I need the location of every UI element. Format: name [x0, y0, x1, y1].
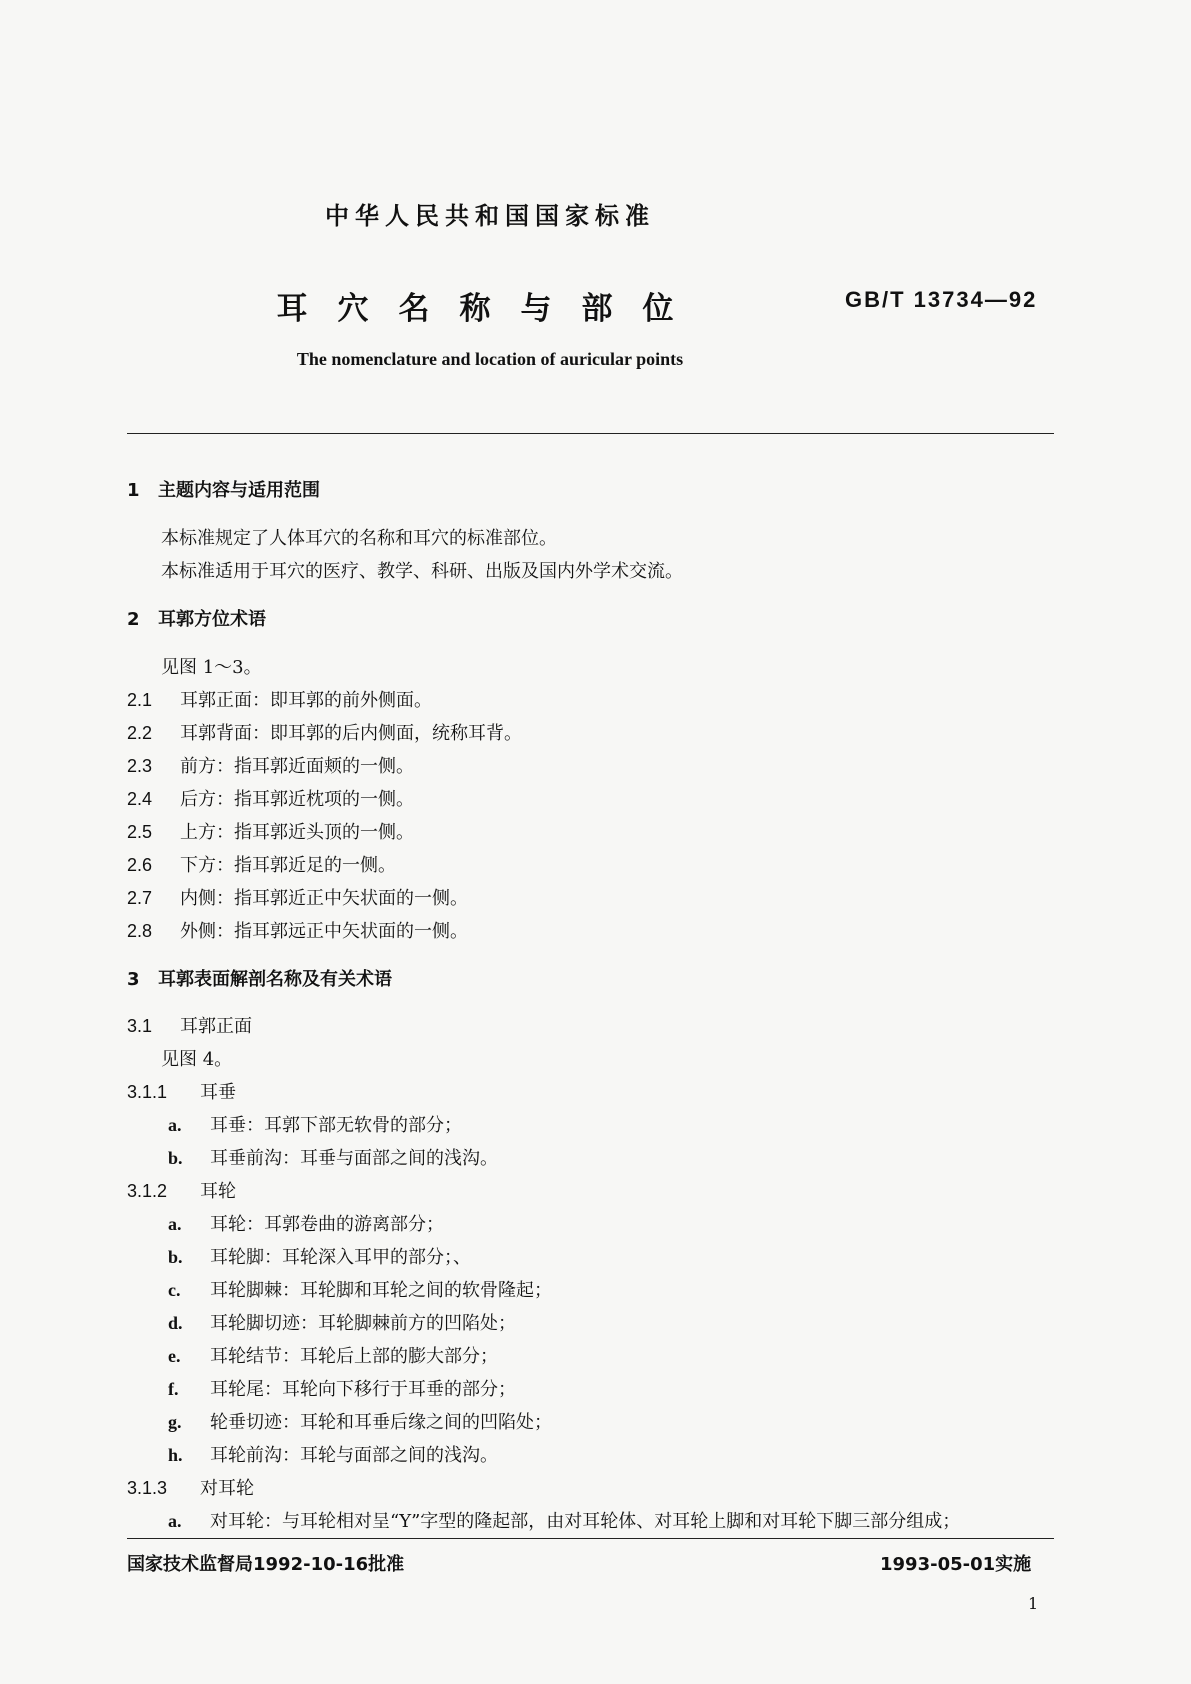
- subsection-3-1-2: [127, 1177, 236, 1203]
- item-text: 耳郭正面：即耳郭的前外侧面。: [180, 690, 432, 711]
- item-letter: g.: [168, 1412, 182, 1432]
- item-number: 2.4: [127, 789, 153, 809]
- item-text: 耳轮脚棘：耳轮脚和耳轮之间的软骨隆起；: [210, 1280, 552, 1301]
- item-letter: c.: [168, 1280, 181, 1300]
- list-item: [127, 686, 432, 712]
- item-text: 下方：指耳郭近足的一侧。: [180, 855, 396, 876]
- item-text: 耳垂：耳郭下部无软骨的部分；: [210, 1115, 462, 1136]
- item-text: 轮垂切迹：耳轮和耳垂后缘之间的凹陷处；: [210, 1412, 552, 1433]
- section-number: 1: [127, 480, 140, 501]
- list-item: [127, 884, 468, 910]
- item-text: 耳垂前沟：耳垂与面部之间的浅沟。: [210, 1148, 498, 1169]
- item-letter: a.: [168, 1115, 182, 1135]
- item-letter: d.: [168, 1313, 183, 1333]
- section-number: 2: [127, 609, 140, 630]
- item-number: 2.6: [127, 855, 153, 875]
- item-number: 2.8: [127, 921, 153, 941]
- item-text: 耳轮尾：耳轮向下移行于耳垂的部分；: [210, 1379, 516, 1400]
- list-item: [168, 1408, 552, 1434]
- list-item: [168, 1243, 471, 1269]
- see-figure: 见图 4。: [161, 1049, 233, 1070]
- item-letter: b.: [168, 1247, 183, 1267]
- effective-date: 1993-05-01实施: [880, 1554, 1032, 1575]
- item-number: 3.1.1: [127, 1082, 168, 1102]
- item-text: 耳郭正面: [180, 1016, 252, 1037]
- approval-date: 国家技术监督局1992-10-16批准: [127, 1554, 405, 1575]
- item-text: 耳轮: [200, 1181, 236, 1202]
- item-text: 耳轮脚切迹：耳轮脚棘前方的凹陷处；: [210, 1313, 516, 1334]
- item-text: 耳轮前沟：耳轮与面部之间的浅沟。: [210, 1445, 498, 1466]
- footer-divider: [127, 1538, 1054, 1539]
- item-text: 对耳轮: [200, 1478, 254, 1499]
- section-number: 3: [127, 969, 140, 990]
- item-number: 3.1: [127, 1016, 153, 1036]
- list-item: [168, 1507, 960, 1533]
- see-figure: 见图 1～3。: [161, 657, 262, 678]
- list-item: [168, 1441, 498, 1467]
- item-letter: a.: [168, 1511, 182, 1531]
- item-number: 2.2: [127, 723, 153, 743]
- section-1-heading: [127, 476, 320, 502]
- list-item: [168, 1342, 498, 1368]
- item-letter: a.: [168, 1214, 182, 1234]
- list-item: [127, 752, 414, 778]
- list-item: [168, 1210, 444, 1236]
- list-item: [168, 1111, 462, 1137]
- list-item: [168, 1375, 516, 1401]
- standard-title: 中华人民共和国国家标准: [325, 202, 655, 230]
- paragraph: 本标准规定了人体耳穴的名称和耳穴的标准部位。: [161, 528, 557, 549]
- subsection-3-1-1: [127, 1078, 236, 1104]
- english-title: The nomenclature and location of auricular points: [296, 349, 684, 369]
- list-item: [168, 1276, 552, 1302]
- section-title: 耳郭表面解剖名称及有关术语: [158, 969, 392, 990]
- section-title: 主题内容与适用范围: [158, 480, 320, 501]
- list-item: [127, 818, 414, 844]
- item-text: 耳轮结节：耳轮后上部的膨大部分；: [210, 1346, 498, 1367]
- item-number: 3.1.3: [127, 1478, 168, 1498]
- item-letter: b.: [168, 1148, 183, 1168]
- section-title: 耳郭方位术语: [158, 609, 266, 630]
- section-3-heading: [127, 965, 392, 991]
- subsection-3-1-3: [127, 1474, 254, 1500]
- item-text: 上方：指耳郭近头顶的一侧。: [180, 822, 414, 843]
- list-item: [168, 1309, 516, 1335]
- item-number: 3.1.2: [127, 1181, 168, 1201]
- item-text: 耳轮：耳郭卷曲的游离部分；: [210, 1214, 444, 1235]
- subsection-3-1: [127, 1012, 252, 1038]
- item-text: 内侧：指耳郭近正中矢状面的一侧。: [180, 888, 468, 909]
- item-number: 2.5: [127, 822, 153, 842]
- section-2-heading: [127, 605, 266, 631]
- list-item: [127, 785, 414, 811]
- item-text: 前方：指耳郭近面颊的一侧。: [180, 756, 414, 777]
- list-item: [127, 851, 396, 877]
- item-text: 耳郭背面：即耳郭的后内侧面，统称耳背。: [180, 723, 522, 744]
- item-text: 耳轮脚：耳轮深入耳甲的部分；、: [210, 1247, 471, 1268]
- list-item: [168, 1144, 498, 1170]
- paragraph: 本标准适用于耳穴的医疗、教学、科研、出版及国内外学术交流。: [161, 561, 683, 582]
- item-letter: f.: [168, 1379, 179, 1399]
- item-letter: e.: [168, 1346, 181, 1366]
- list-item: [127, 917, 468, 943]
- item-text: 后方：指耳郭近枕项的一侧。: [180, 789, 414, 810]
- item-text: 对耳轮：与耳轮相对呈“Y”字型的隆起部，由对耳轮体、对耳轮上脚和对耳轮下脚三部分组成；: [210, 1511, 961, 1532]
- header-divider: [127, 433, 1054, 434]
- document-title: 耳穴名称与部位: [276, 291, 704, 327]
- page-number: 1: [1028, 1594, 1039, 1613]
- item-text: 耳垂: [200, 1082, 236, 1103]
- item-number: 2.7: [127, 888, 153, 908]
- item-letter: h.: [168, 1445, 183, 1465]
- item-number: 2.1: [127, 690, 153, 710]
- item-text: 外侧：指耳郭远正中矢状面的一侧。: [180, 921, 468, 942]
- list-item: [127, 719, 522, 745]
- item-number: 2.3: [127, 756, 153, 776]
- document-code: GB/T 13734—92: [845, 287, 1038, 312]
